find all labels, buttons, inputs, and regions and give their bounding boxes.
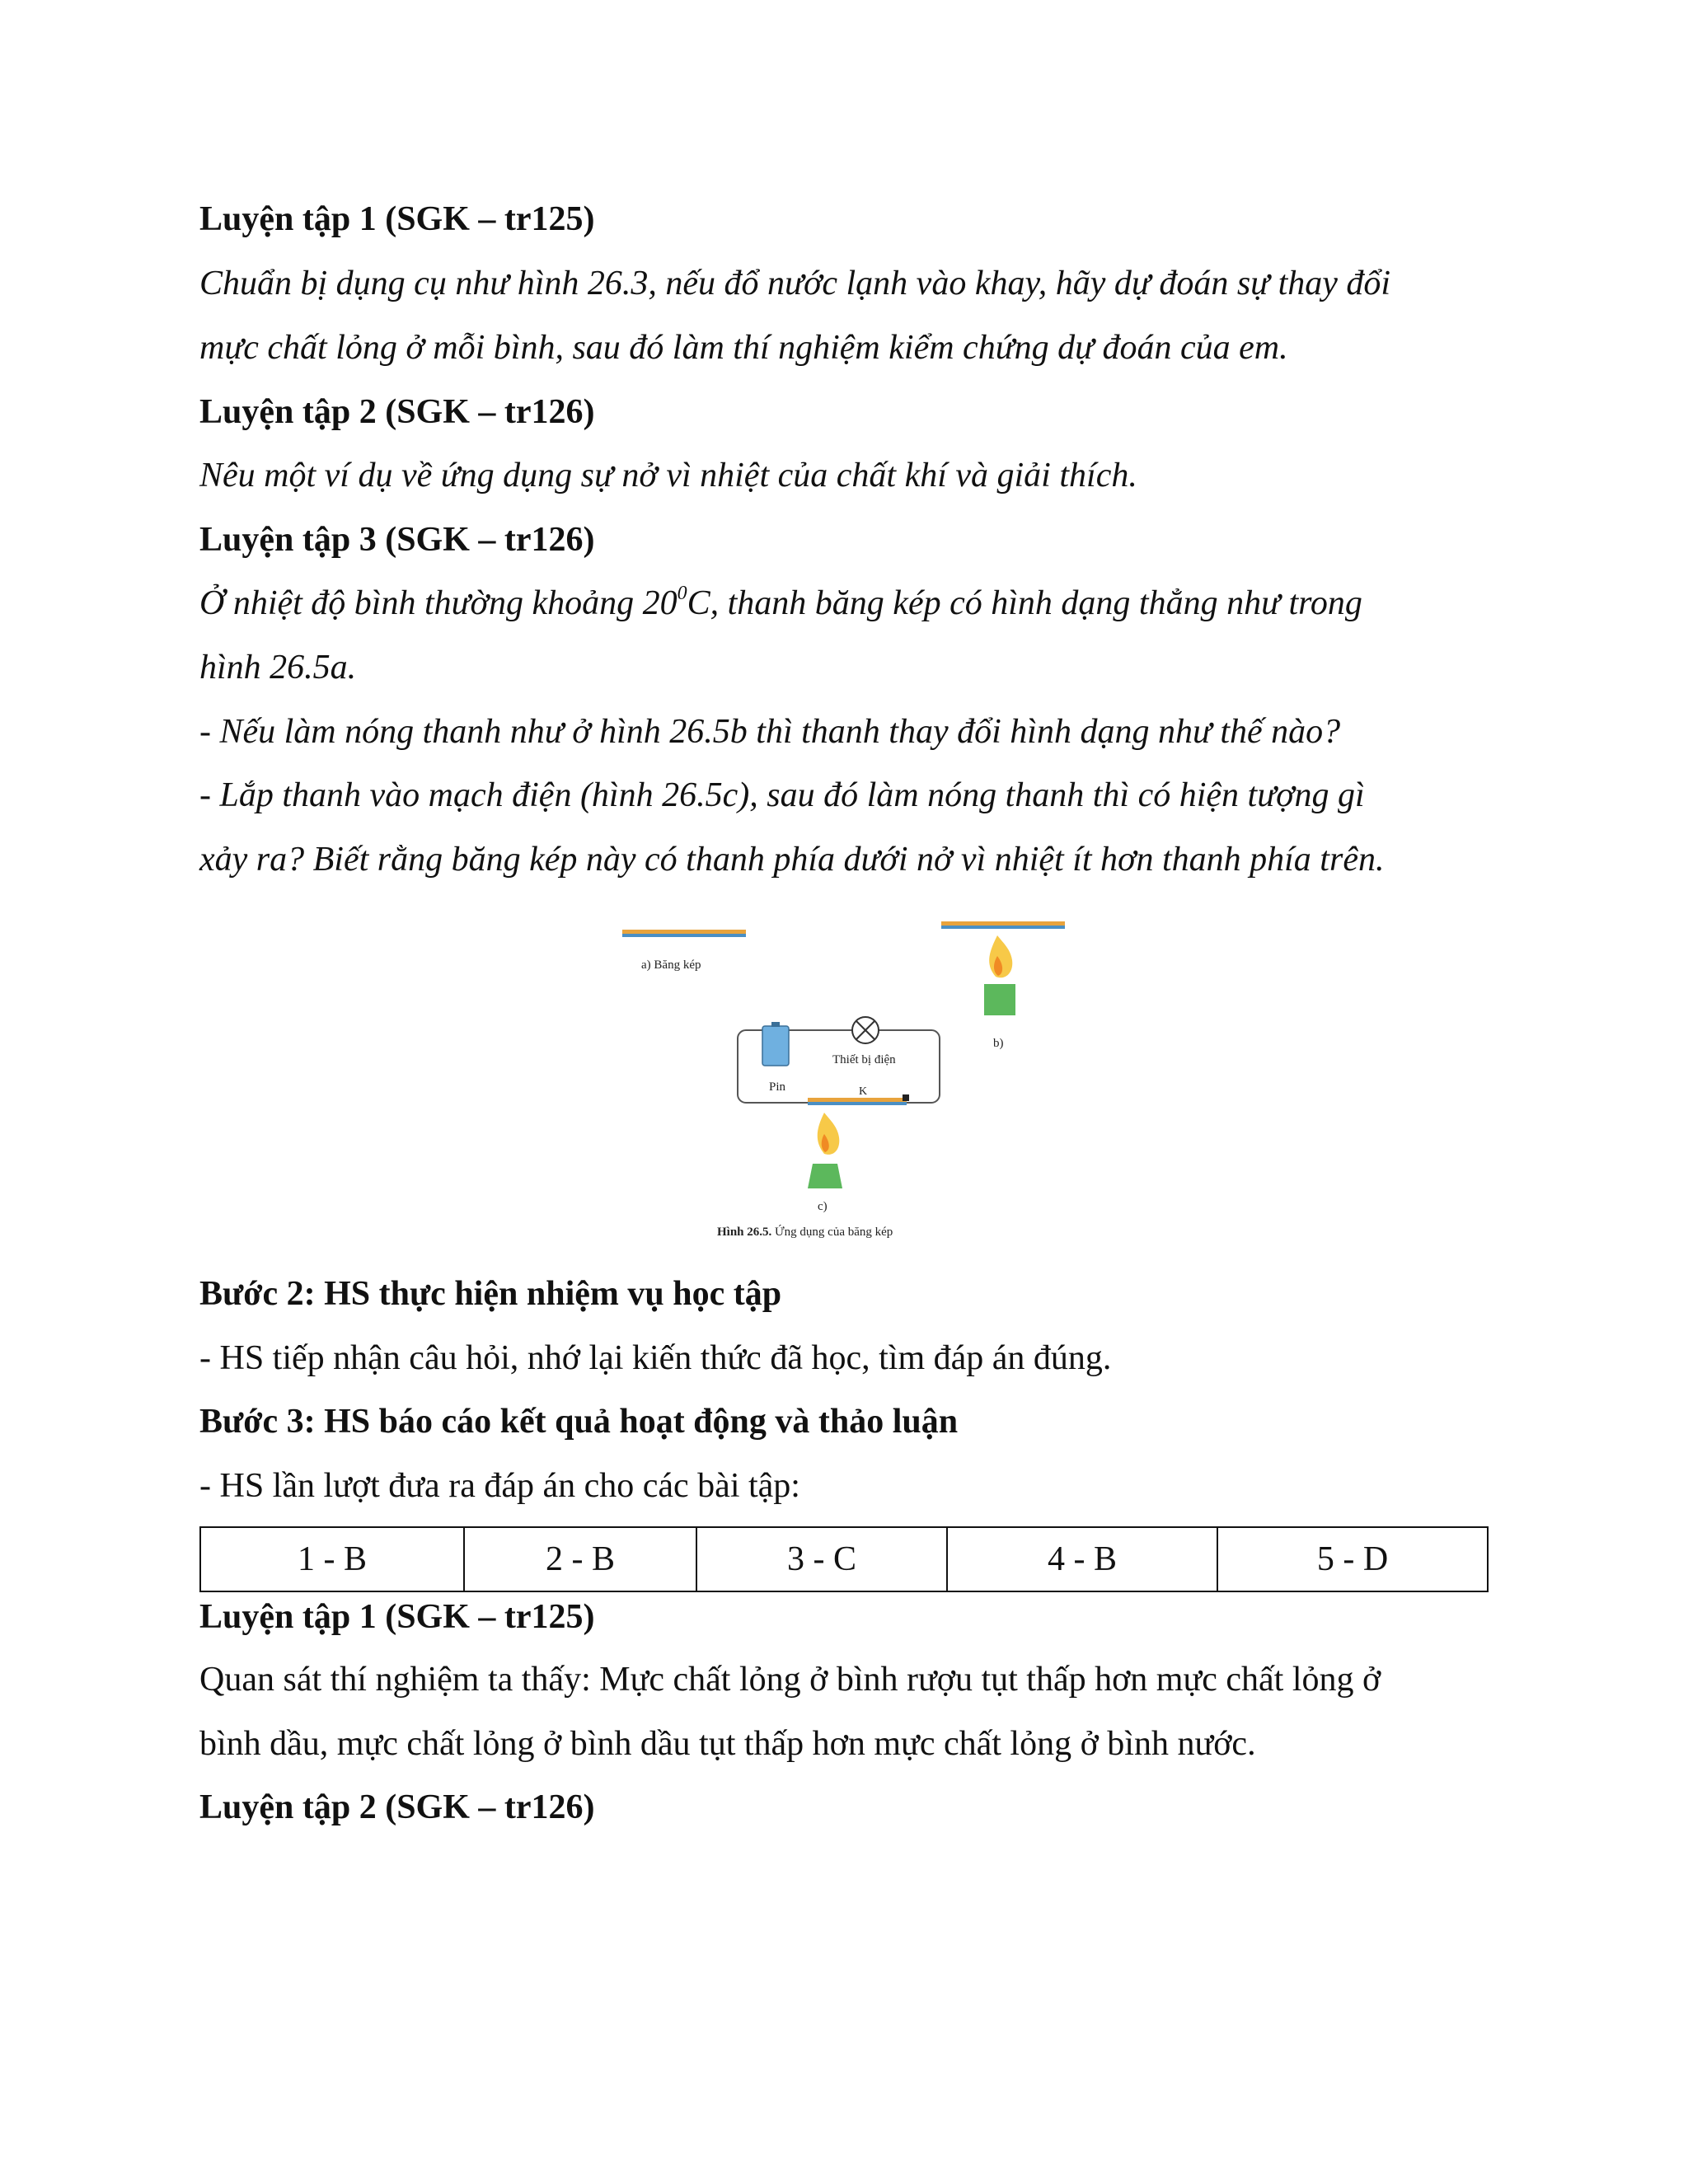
step-2-title: Bước 2: HS thực hiện nhiệm vụ học tập xyxy=(199,1275,782,1313)
lamp-icon xyxy=(852,1017,879,1043)
degree-superscript: 0 xyxy=(677,583,687,604)
strip-a xyxy=(622,930,746,937)
strip-b xyxy=(941,921,1065,929)
answer-table xyxy=(199,1526,1489,1592)
exercise-3-text-line-1 xyxy=(199,580,1485,626)
step-3-title: Bước 3: HS báo cáo kết quả hoạt động và thảo luận xyxy=(199,1403,959,1441)
answer-cell: 4 - B xyxy=(947,1527,1217,1591)
exercise-2-text: Nêu một ví dụ về ứng dụng sự nở vì nhiệt của chất khí và giải thích. xyxy=(199,457,1137,494)
battery-icon xyxy=(762,1022,789,1066)
label-k: K xyxy=(859,1085,868,1098)
burner-b-icon xyxy=(984,935,1015,1015)
answer-1-text-line-2: bình dầu, mực chất lỏng ở bình dầu tụt thấp hơn mực chất lỏng ở bình nước. xyxy=(199,1725,1256,1763)
step-2-text: - HS tiếp nhận câu hỏi, nhớ lại kiến thức đã học, tìm đáp án đúng. xyxy=(199,1339,1112,1377)
exercise-3-text-part-b: C, thanh băng kép có hình dạng thẳng như trong xyxy=(687,584,1362,622)
answer-cell: 5 - D xyxy=(1217,1527,1488,1591)
exercise-1-title: Luyện tập 1 (SGK – tr125) xyxy=(199,200,595,238)
exercise-2-title: Luyện tập 2 (SGK – tr126) xyxy=(199,393,595,431)
exercise-3-text-line-2: hình 26.5a. xyxy=(199,649,357,687)
label-device: Thiết bị điện xyxy=(832,1053,896,1066)
answer-cell: 3 - C xyxy=(696,1527,947,1591)
exercise-3-title: Luyện tập 3 (SGK – tr126) xyxy=(199,521,595,559)
step-3-text: - HS lần lượt đưa ra đáp án cho các bài tập: xyxy=(199,1467,800,1505)
exercise-1-text-line-1: Chuẩn bị dụng cụ như hình 26.3, nếu đổ nước lạnh vào khay, hãy dự đoán sự thay đổi xyxy=(199,265,1391,302)
exercise-3-question-2-line-1: - Lắp thanh vào mạch điện (hình 26.5c), sau đó làm nóng thanh thì có hiện tượng gì xyxy=(199,776,1365,814)
table-row xyxy=(200,1527,1488,1591)
burner-c-icon xyxy=(808,1113,842,1188)
answer-cell: 2 - B xyxy=(464,1527,696,1591)
exercise-3-question-1: - Nếu làm nóng thanh như ở hình 26.5b thì thanh thay đổi hình dạng như thế nào? xyxy=(199,713,1341,751)
label-b: b) xyxy=(993,1037,1004,1050)
answer-1-title: Luyện tập 1 (SGK – tr125) xyxy=(199,1598,595,1636)
exercise-3-question-2-line-2: xảy ra? Biết rằng băng kép này có thanh phía dưới nở vì nhiệt ít hơn thanh phía trên. xyxy=(199,841,1385,879)
exercise-1-text-line-2: mực chất lỏng ở mỗi bình, sau đó làm thí nghiệm kiểm chứng dự đoán của em. xyxy=(199,329,1288,367)
figure-caption xyxy=(717,1225,893,1239)
bimetal-strip-figure xyxy=(610,915,1088,1244)
label-a: a) Băng kép xyxy=(641,958,701,972)
label-c: c) xyxy=(818,1200,828,1213)
figure-caption-number: Hình 26.5. xyxy=(717,1226,772,1239)
figure-caption-text: Ứng dụng của băng kép xyxy=(771,1226,893,1239)
answer-1-text-line-1: Quan sát thí nghiệm ta thấy: Mực chất lỏng ở bình rượu tụt thấp hơn mực chất lỏng ở xyxy=(199,1661,1381,1699)
answer-cell: 1 - B xyxy=(200,1527,464,1591)
label-pin: Pin xyxy=(769,1080,786,1094)
answer-2-title: Luyện tập 2 (SGK – tr126) xyxy=(199,1788,595,1826)
exercise-3-text-part-a: Ở nhiệt độ bình thường khoảng 20 xyxy=(199,584,678,622)
